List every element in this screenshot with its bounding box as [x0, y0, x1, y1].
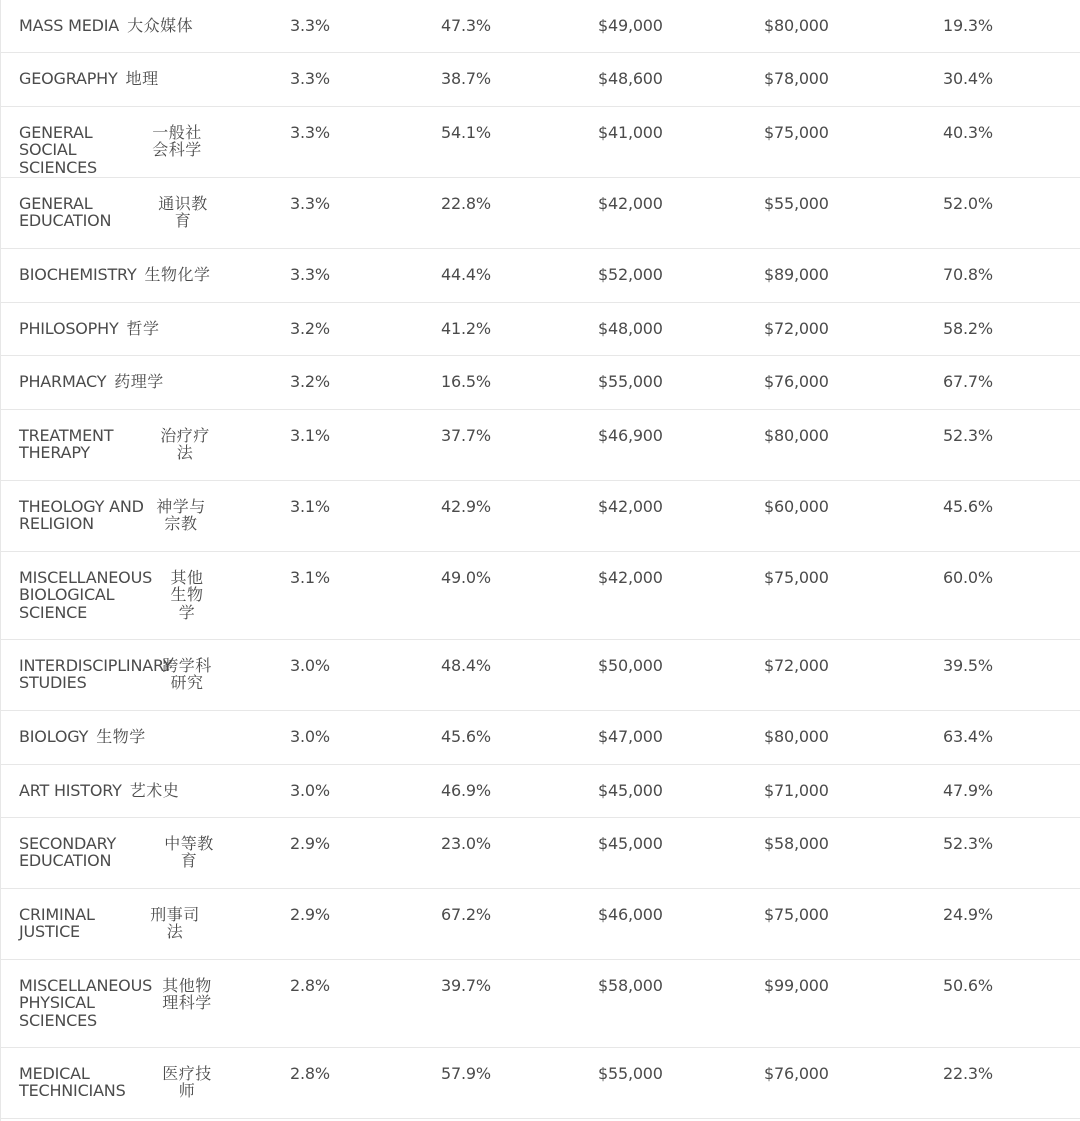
early-career-wage-cell: $58,000: [598, 975, 663, 995]
early-career-wage-cell: $55,000: [598, 1063, 663, 1083]
mid-career-wage-cell: $76,000: [764, 1063, 829, 1083]
table-row: [1, 1047, 1080, 1118]
unemployment-rate-cell: 3.2%: [290, 318, 330, 338]
graduate-degree-share-cell: 63.4%: [943, 726, 993, 746]
early-career-wage-cell: $48,600: [598, 68, 663, 88]
table-row: [1, 480, 1080, 551]
major-name-cn: 跨学科研究: [162, 655, 212, 692]
major-name-cn: 其他生物学: [170, 567, 204, 622]
table-row: [1, 302, 1080, 355]
major-name-en: INTERDISCIPLINARY STUDIES: [19, 655, 173, 692]
unemployment-rate-cell: 3.0%: [290, 655, 330, 675]
major-name-cn: 中等教育: [164, 833, 214, 870]
mid-career-wage-cell: $78,000: [764, 68, 829, 88]
major-cell: [1, 959, 266, 1047]
major-name-en: GENERAL SOCIAL SCIENCES: [19, 122, 97, 177]
underemployment-rate-cell: 67.2%: [441, 904, 491, 924]
underemployment-rate-cell: 23.0%: [441, 833, 491, 853]
major-name-en: PHARMACY: [19, 371, 107, 391]
major-cell: [1, 106, 266, 177]
major-name-cn: 生物化学: [144, 264, 211, 284]
underemployment-rate-cell: 39.7%: [441, 975, 491, 995]
major-name-en: MASS MEDIA: [19, 16, 120, 35]
major-cell: [1, 177, 266, 248]
unemployment-rate-cell: 3.1%: [290, 496, 330, 516]
table-row: [1, 409, 1080, 480]
early-career-wage-cell: $52,000: [598, 264, 663, 284]
major-cell: [1, 764, 266, 817]
graduate-degree-share-cell: 45.6%: [943, 496, 993, 516]
early-career-wage-cell: $47,000: [598, 726, 663, 746]
major-cell: [1, 355, 266, 409]
table-row: [1, 551, 1080, 639]
graduate-degree-share-cell: 19.3%: [943, 16, 993, 35]
mid-career-wage-cell: $72,000: [764, 655, 829, 675]
mid-career-wage-cell: $99,000: [764, 975, 829, 995]
unemployment-rate-cell: 3.3%: [290, 264, 330, 284]
underemployment-rate-cell: 49.0%: [441, 567, 491, 587]
table-row: [1, 52, 1080, 106]
mid-career-wage-cell: $72,000: [764, 318, 829, 338]
graduate-degree-share-cell: 52.0%: [943, 193, 993, 213]
major-cell: [1, 480, 266, 551]
table-row: [1, 355, 1080, 409]
graduate-degree-share-cell: 22.3%: [943, 1063, 993, 1083]
underemployment-rate-cell: 22.8%: [441, 193, 491, 213]
major-cell: [1, 551, 266, 639]
mid-career-wage-cell: $58,000: [764, 833, 829, 853]
underemployment-rate-cell: 37.7%: [441, 425, 491, 445]
major-name-en: BIOCHEMISTRY: [19, 264, 137, 284]
major-cell: [1, 888, 266, 959]
unemployment-rate-cell: 3.1%: [290, 425, 330, 445]
early-career-wage-cell: $55,000: [598, 371, 663, 391]
underemployment-rate-cell: 41.2%: [441, 318, 491, 338]
early-career-wage-cell: $48,000: [598, 318, 663, 338]
mid-career-wage-cell: $60,000: [764, 496, 829, 516]
unemployment-rate-cell: 3.0%: [290, 726, 330, 746]
major-name-cn: 刑事司法: [150, 904, 200, 941]
unemployment-rate-cell: 3.3%: [290, 68, 330, 88]
major-cell: [1, 1047, 266, 1118]
graduate-degree-share-cell: 58.2%: [943, 318, 993, 338]
unemployment-rate-cell: 3.3%: [290, 16, 330, 35]
mid-career-wage-cell: $75,000: [764, 122, 829, 142]
table-row: [1, 959, 1080, 1047]
major-cell: [1, 710, 266, 764]
graduate-degree-share-cell: 39.5%: [943, 655, 993, 675]
graduate-degree-share-cell: 24.9%: [943, 904, 993, 924]
major-cell: [1, 302, 266, 355]
graduate-degree-share-cell: 50.6%: [943, 975, 993, 995]
mid-career-wage-cell: $80,000: [764, 425, 829, 445]
underemployment-rate-cell: 48.4%: [441, 655, 491, 675]
graduate-degree-share-cell: 52.3%: [943, 425, 993, 445]
major-name-en: BIOLOGY: [19, 726, 89, 746]
mid-career-wage-cell: $75,000: [764, 567, 829, 587]
unemployment-rate-cell: 3.3%: [290, 122, 330, 142]
major-name-en: MISCELLANEOUS PHYSICAL SCIENCES: [19, 975, 153, 1030]
major-name-en: CRIMINAL JUSTICE: [19, 904, 95, 941]
table-row: [1, 710, 1080, 764]
graduate-degree-share-cell: 52.3%: [943, 833, 993, 853]
unemployment-rate-cell: 2.9%: [290, 833, 330, 853]
major-name-cn: 大众媒体: [127, 16, 194, 35]
table-row: [1, 639, 1080, 710]
mid-career-wage-cell: $71,000: [764, 780, 829, 800]
mid-career-wage-cell: $80,000: [764, 16, 829, 35]
major-cell: [1, 248, 266, 302]
major-name-en: ART HISTORY: [19, 780, 122, 800]
major-name-cn: 一般社会科学: [152, 122, 202, 159]
unemployment-rate-cell: 3.2%: [290, 371, 330, 391]
major-name-cn: 医疗技师: [162, 1063, 212, 1100]
graduate-degree-share-cell: 70.8%: [943, 264, 993, 284]
underemployment-rate-cell: 47.3%: [441, 16, 491, 35]
early-career-wage-cell: $46,900: [598, 425, 663, 445]
major-name-cn: 神学与宗教: [156, 496, 206, 533]
major-name-cn: 其他物理科学: [162, 975, 212, 1012]
underemployment-rate-cell: 44.4%: [441, 264, 491, 284]
table-row: [1, 0, 1080, 52]
mid-career-wage-cell: $75,000: [764, 904, 829, 924]
major-name-en: GEOGRAPHY: [19, 68, 118, 88]
graduate-degree-share-cell: 47.9%: [943, 780, 993, 800]
early-career-wage-cell: $41,000: [598, 122, 663, 142]
early-career-wage-cell: $46,000: [598, 904, 663, 924]
early-career-wage-cell: $42,000: [598, 193, 663, 213]
table-row: [1, 177, 1080, 248]
major-name-en: THEOLOGY AND RELIGION: [19, 496, 144, 533]
underemployment-rate-cell: 57.9%: [441, 1063, 491, 1083]
major-cell: [1, 639, 266, 710]
early-career-wage-cell: $42,000: [598, 567, 663, 587]
early-career-wage-cell: $42,000: [598, 496, 663, 516]
table-row: [1, 248, 1080, 302]
unemployment-rate-cell: 3.1%: [290, 567, 330, 587]
major-name-cn: 哲学: [126, 318, 160, 338]
graduate-degree-share-cell: 67.7%: [943, 371, 993, 391]
underemployment-rate-cell: 42.9%: [441, 496, 491, 516]
graduate-degree-share-cell: 30.4%: [943, 68, 993, 88]
major-cell: [1, 52, 266, 106]
unemployment-rate-cell: 3.0%: [290, 780, 330, 800]
table-row: [1, 106, 1080, 177]
major-cell: [1, 0, 266, 52]
major-name-en: TREATMENT THERAPY: [19, 425, 114, 462]
table-row: [1, 888, 1080, 959]
graduate-degree-share-cell: 60.0%: [943, 567, 993, 587]
major-name-en: PHILOSOPHY: [19, 318, 119, 338]
early-career-wage-cell: $45,000: [598, 833, 663, 853]
underemployment-rate-cell: 16.5%: [441, 371, 491, 391]
major-name-en: GENERAL EDUCATION: [19, 193, 112, 230]
mid-career-wage-cell: $89,000: [764, 264, 829, 284]
underemployment-rate-cell: 46.9%: [441, 780, 491, 800]
major-name-en: MEDICAL TECHNICIANS: [19, 1063, 126, 1100]
unemployment-rate-cell: 2.9%: [290, 904, 330, 924]
majors-table: [1, 0, 1080, 1119]
major-name-cn: 地理: [125, 68, 159, 88]
unemployment-rate-cell: 3.3%: [290, 193, 330, 213]
early-career-wage-cell: $45,000: [598, 780, 663, 800]
mid-career-wage-cell: $76,000: [764, 371, 829, 391]
mid-career-wage-cell: $80,000: [764, 726, 829, 746]
major-name-cn: 艺术史: [129, 780, 180, 800]
major-name-cn: 通识教育: [158, 193, 208, 230]
early-career-wage-cell: $49,000: [598, 16, 663, 35]
major-name-cn: 治疗疗法: [160, 425, 210, 462]
table-row: [1, 817, 1080, 888]
major-name-cn: 生物学: [96, 726, 146, 746]
underemployment-rate-cell: 54.1%: [441, 122, 491, 142]
major-name-en: SECONDARY EDUCATION: [19, 833, 117, 870]
major-name-en: MISCELLANEOUS BIOLOGICAL SCIENCE: [19, 567, 153, 622]
unemployment-rate-cell: 2.8%: [290, 975, 330, 995]
early-career-wage-cell: $50,000: [598, 655, 663, 675]
underemployment-rate-cell: 38.7%: [441, 68, 491, 88]
unemployment-rate-cell: 2.8%: [290, 1063, 330, 1083]
major-name-cn: 药理学: [114, 371, 164, 391]
graduate-degree-share-cell: 40.3%: [943, 122, 993, 142]
major-cell: [1, 409, 266, 480]
mid-career-wage-cell: $55,000: [764, 193, 829, 213]
table-row: [1, 764, 1080, 817]
major-cell: [1, 817, 266, 888]
underemployment-rate-cell: 45.6%: [441, 726, 491, 746]
